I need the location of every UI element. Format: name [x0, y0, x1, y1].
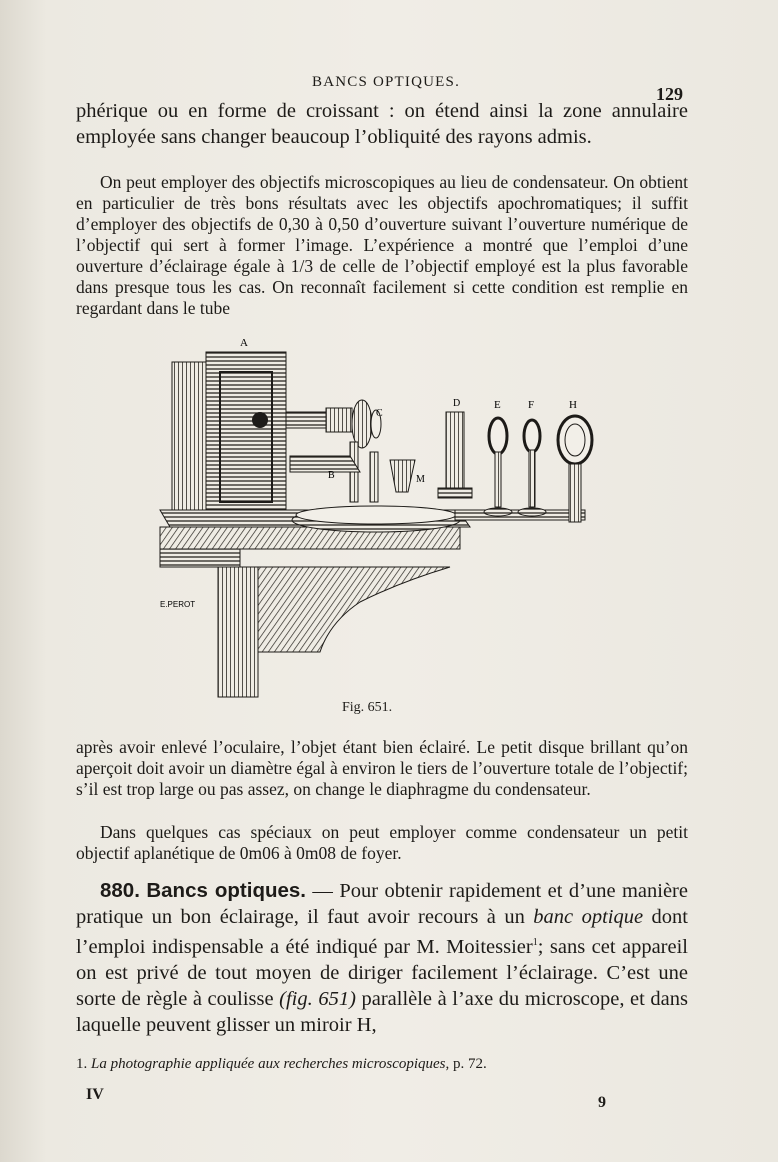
section-title: Bancs optiques. [146, 879, 306, 902]
table-bracket [258, 567, 450, 652]
camera-box [206, 352, 286, 522]
label-D: D [453, 398, 461, 409]
label-E: E [494, 399, 501, 411]
footnote-title: La photographie appliquée aux recherches microscopiques [91, 1056, 446, 1072]
lens-E [489, 418, 507, 454]
diaphragm-D [446, 412, 464, 492]
section-text: 880. Bancs optiques. — Pour obtenir rapidement et d’une manière pratique un bon éclairage, il faut avoir recours à un banc optique dont l’emploi indispensable a été indiqué par M. Moitessier$^1$; sans cet appareil on est privé de tout moyen de diriger facilement l’éclairage. C’est une sorte de règle à coulisse (fig. 651) parallèle à l’axe du microscope, et dans laquelle peuvent glisser un miroir H, [76, 879, 689, 1036]
label-A: A [240, 337, 248, 349]
footnote: 1. La photographie appliquée aux recherches microscopiques, p. 72. [76, 1056, 487, 1072]
continuation-text: après avoir enlevé l’oculaire, l’objet étant bien éclairé. Le petit disque brillant qu’on aperçoit doit avoir un diamètre égal à environ le tiers de l’ouverture totale de l’objectif; s’il est trop large ou pas assez, on change le diaphragme du condensateur. [76, 737, 688, 799]
lens-F [524, 420, 540, 452]
signature-mark: IV [86, 1086, 104, 1103]
label-M: M [416, 474, 425, 485]
objectives-paragraph [76, 172, 688, 319]
figure-caption: Fig. 651. [342, 700, 393, 715]
label-F: F [528, 399, 535, 411]
figure-651 [150, 332, 610, 712]
term-banc-optique: banc optique [533, 906, 644, 928]
running-head: BANCS OPTIQUES. [312, 74, 461, 90]
sheet-number: 9 [598, 1094, 606, 1111]
footnote-ref: 1 [532, 937, 538, 948]
intro-text: phérique ou en forme de croissant : on étend ainsi la zone annulaire employée sans changer beaucoup l’obliquité des rayons admis. [76, 100, 688, 148]
optical-bench-engraving [150, 332, 610, 712]
microscope-tube [286, 412, 326, 428]
section-number: 880. [100, 879, 140, 902]
objectives-text: On peut employer des objectifs microscopiques au lieu de condensateur. On obtient en particulier de très bons résultats avec les objectifs apochromatiques; il suffit d’employer des objectifs de 0,30 à 0,50 d’ouverture suivant l’ouverture numérique de l’objectif qui sert à former l’image. L’expérience a montré que l’emploi d’une ouverture d’éclairage égale à 1/3 de celle de l’objectif employé est la plus favorable dans presque tous les cas. On reconnaît facilement si cette condition est remplie en regardant dans le tube [76, 172, 688, 318]
mirror-H [558, 416, 592, 464]
continuation-paragraph [76, 737, 688, 800]
table-leg [218, 567, 258, 697]
page-number: 129 [656, 84, 683, 104]
section-880 [76, 878, 688, 1038]
label-B: B [328, 470, 335, 481]
condenser-paragraph [76, 822, 688, 864]
intro-paragraph [76, 98, 688, 150]
figure-ref: (fig. 651) [279, 987, 356, 1010]
condenser-text: Dans quelques cas spéciaux on peut employer comme condensateur un petit objectif aplanétique de 0m06 à 0m08 de foyer. [76, 822, 688, 863]
label-H: H [569, 399, 577, 411]
engraver-credit: E.PEROT [160, 600, 196, 609]
label-C: C [376, 408, 383, 419]
